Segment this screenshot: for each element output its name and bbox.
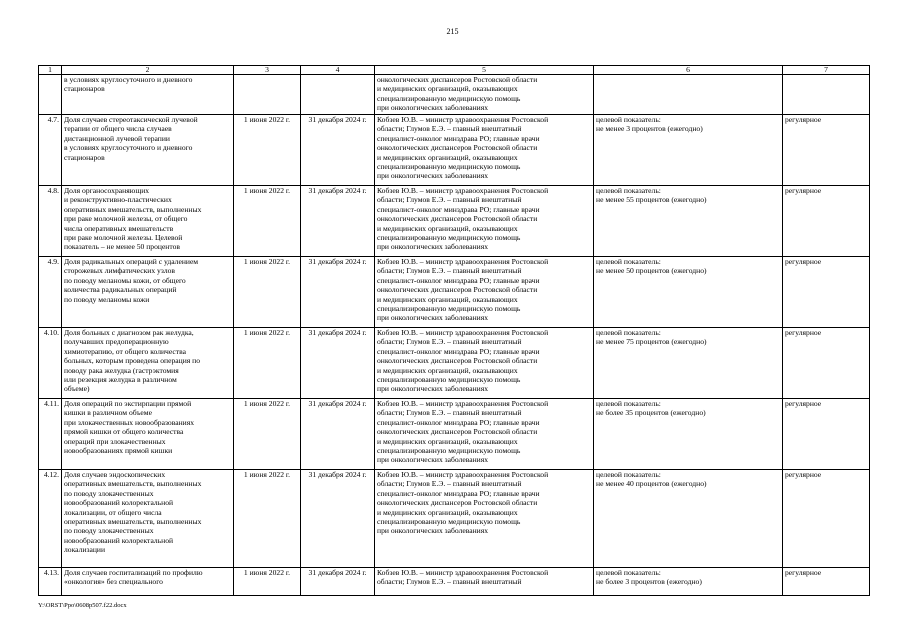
responsible-cell: Кобзев Ю.В. – министр здравоохранения Ростовской области; Глумов Е.Э. – главный внештатный специалист-онколог минздрава РО; главные врачи онкологических диспансеров Ростовской области и медицинских организаций, оказывающих специализированную медицинскую помощь при онкологических заболеваниях <box>375 470 594 568</box>
start-date-cell: 1 июня 2022 г. <box>234 568 301 596</box>
column-header: 6 <box>594 66 783 75</box>
responsible-cell: Кобзев Ю.В. – министр здравоохранения Ростовской области; Глумов Е.Э. – главный внештатный специалист-онколог минздрава РО; главные врачи онкологических диспансеров Ростовской области и медицинских организаций, оказывающих специализированную медицинскую помощь при онкологических заболеваниях <box>375 186 594 257</box>
measure-name-cell: Доля случаев госпитализаций по профилю «онкология» без специального <box>62 568 234 596</box>
indicator-cell: целевой показатель: не менее 55 процентов (ежегодно) <box>594 186 783 257</box>
responsible-cell: Кобзев Ю.В. – министр здравоохранения Ростовской области; Глумов Е.Э. – главный внештатный специалист-онколог минздрава РО; главные врачи онкологических диспансеров Ростовской области и медицинских организаций, оказывающих специализированную медицинскую помощь при онкологических заболеваниях <box>375 328 594 399</box>
measure-name-cell: Доля случаев эндоскопических оперативных вмешательств, выполненных по поводу злокачественных новообразований колоректальной локализации, от общего числа оперативных вмешательств, выполненных по поводу злокачественных новообразований колоректальной локализации <box>62 470 234 568</box>
page-number: 215 <box>446 27 459 36</box>
start-date-cell: 1 июня 2022 г. <box>234 470 301 568</box>
column-header: 7 <box>783 66 870 75</box>
row-number-cell: 4.9. <box>39 257 62 328</box>
indicator-cell: целевой показатель: не менее 3 процентов (ежегодно) <box>594 115 783 186</box>
start-date-cell: 1 июня 2022 г. <box>234 257 301 328</box>
indicator-cell: целевой показатель: не менее 40 процентов (ежегодно) <box>594 470 783 568</box>
regularity-cell: регулярное <box>783 115 870 186</box>
indicator-cell: целевой показатель: не менее 75 процентов (ежегодно) <box>594 328 783 399</box>
regularity-cell: регулярное <box>783 328 870 399</box>
end-date-cell: 31 декабря 2024 г. <box>301 186 375 257</box>
measure-name-cell: Доля случаев стереотаксической лучевой терапии от общего числа случаев дистанционной лучевой терапии в условиях круглосуточного и дневного стационаров <box>62 115 234 186</box>
table-row <box>39 470 870 568</box>
column-header: 3 <box>234 66 301 75</box>
measure-name-cell: Доля больных с диагнозом рак желудка, получавших предоперационную химиотерапию, от общего количества больных, которым проведена операция по поводу рака желудка (гастрэктомия или резекция желудка в различном объеме) <box>62 328 234 399</box>
end-date-cell: 31 декабря 2024 г. <box>301 399 375 470</box>
measure-name-cell: Доля органосохраняющих и реконструктивно-пластических оперативных вмешательств, выполненных при раке молочной железы, от общего числа оперативных вмешательств при раке молочной железы. Целевой показатель – не менее 50 процентов <box>62 186 234 257</box>
regularity-cell: регулярное <box>783 470 870 568</box>
end-date-cell: 31 декабря 2024 г. <box>301 257 375 328</box>
row-number-cell: 4.12. <box>39 470 62 568</box>
table-row <box>39 328 870 399</box>
indicator-cell: целевой показатель: не менее 50 процентов (ежегодно) <box>594 257 783 328</box>
table-row <box>39 399 870 470</box>
regularity-cell: регулярное <box>783 186 870 257</box>
table-row <box>39 257 870 328</box>
start-date-cell: 1 июня 2022 г. <box>234 186 301 257</box>
row-number-cell <box>39 75 62 115</box>
responsible-cell: Кобзев Ю.В. – министр здравоохранения Ростовской области; Глумов Е.Э. – главный внештатный <box>375 568 594 596</box>
row-number-cell: 4.13. <box>39 568 62 596</box>
row-number-cell: 4.10. <box>39 328 62 399</box>
row-number-cell: 4.11. <box>39 399 62 470</box>
column-header: 4 <box>301 66 375 75</box>
indicator-cell: целевой показатель: не более 35 процентов (ежегодно) <box>594 399 783 470</box>
table-row <box>39 115 870 186</box>
column-number-row <box>39 66 870 75</box>
end-date-cell <box>301 75 375 115</box>
indicator-cell: целевой показатель: не более 3 процентов (ежегодно) <box>594 568 783 596</box>
file-path: Y:\ORST\Ppo\0608p507.f22.docx <box>38 602 127 609</box>
row-number-cell: 4.7. <box>39 115 62 186</box>
start-date-cell: 1 июня 2022 г. <box>234 328 301 399</box>
regularity-cell: регулярное <box>783 568 870 596</box>
measure-name-cell: Доля радикальных операций с удалением сторожевых лимфатических узлов по поводу меланомы кожи, от общего количества радикальных операций по поводу меланомы кожи <box>62 257 234 328</box>
table-row <box>39 568 870 596</box>
measure-name-cell: Доля операций по экстирпации прямой кишки в различном объеме при злокачественных новообразованиях прямой кишки от общего количества операций при злокачественных новообразованиях прямой кишки <box>62 399 234 470</box>
indicator-cell <box>594 75 783 115</box>
regularity-cell: регулярное <box>783 399 870 470</box>
regularity-cell <box>783 75 870 115</box>
column-header: 5 <box>375 66 594 75</box>
column-header: 1 <box>39 66 62 75</box>
column-header: 2 <box>62 66 234 75</box>
end-date-cell: 31 декабря 2024 г. <box>301 328 375 399</box>
responsible-cell: Кобзев Ю.В. – министр здравоохранения Ростовской области; Глумов Е.Э. – главный внештатный специалист-онколог минздрава РО; главные врачи онкологических диспансеров Ростовской области и медицинских организаций, оказывающих специализированную медицинскую помощь при онкологических заболеваниях <box>375 399 594 470</box>
end-date-cell: 31 декабря 2024 г. <box>301 568 375 596</box>
responsible-cell: Кобзев Ю.В. – министр здравоохранения Ростовской области; Глумов Е.Э. – главный внештатный специалист-онколог минздрава РО; главные врачи онкологических диспансеров Ростовской области и медицинских организаций, оказывающих специализированную медицинскую помощь при онкологических заболеваниях <box>375 115 594 186</box>
measures-table <box>38 65 870 596</box>
start-date-cell: 1 июня 2022 г. <box>234 399 301 470</box>
table-row <box>39 186 870 257</box>
start-date-cell <box>234 75 301 115</box>
end-date-cell: 31 декабря 2024 г. <box>301 470 375 568</box>
start-date-cell: 1 июня 2022 г. <box>234 115 301 186</box>
responsible-cell: онкологических диспансеров Ростовской области и медицинских организаций, оказывающих специализированную медицинскую помощь при онкологических заболеваниях <box>375 75 594 115</box>
measure-name-cell: в условиях круглосуточного и дневного стационаров <box>62 75 234 115</box>
row-number-cell: 4.8. <box>39 186 62 257</box>
continuation-row <box>39 75 870 115</box>
responsible-cell: Кобзев Ю.В. – министр здравоохранения Ростовской области; Глумов Е.Э. – главный внештатный специалист-онколог минздрава РО; главные врачи онкологических диспансеров Ростовской области и медицинских организаций, оказывающих специализированную медицинскую помощь при онкологических заболеваниях <box>375 257 594 328</box>
regularity-cell: регулярное <box>783 257 870 328</box>
end-date-cell: 31 декабря 2024 г. <box>301 115 375 186</box>
